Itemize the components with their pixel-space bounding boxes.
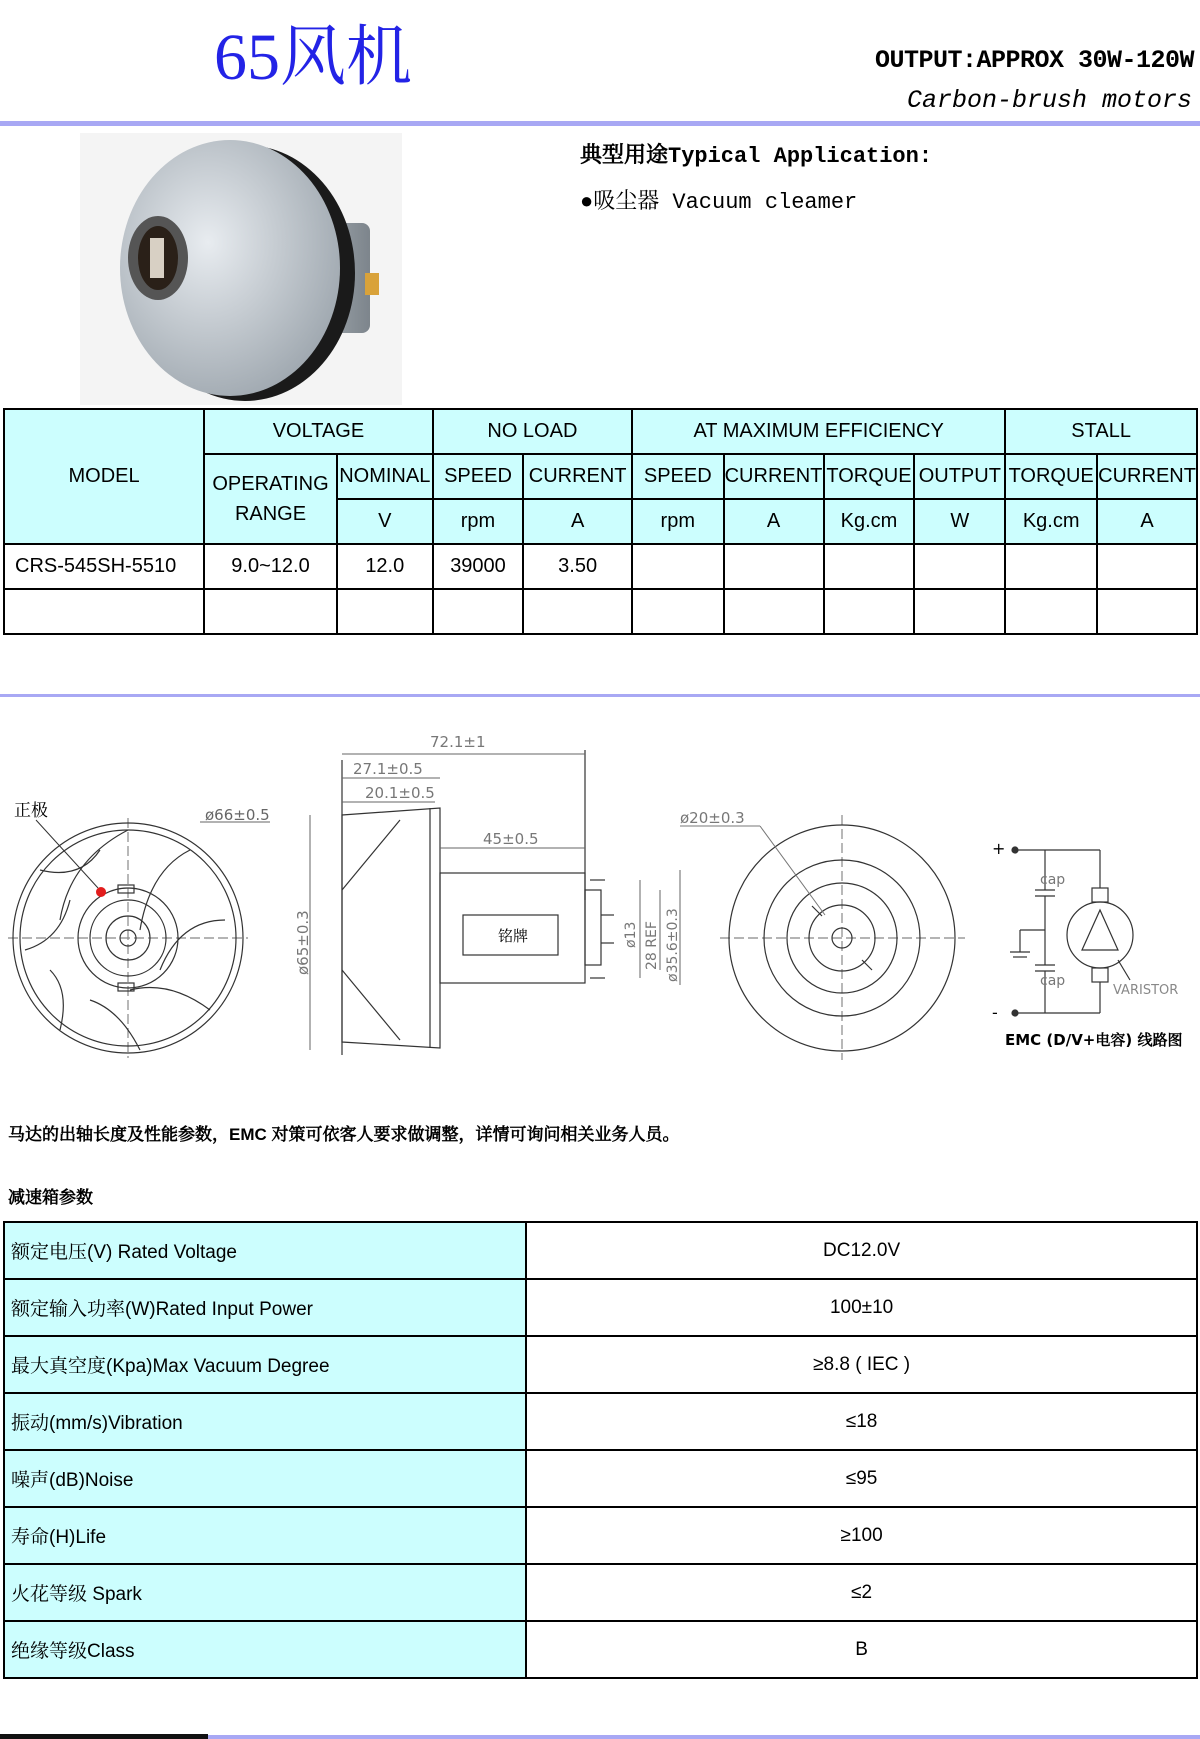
plus-terminal: +	[992, 839, 1006, 858]
nameplate-label: 铭牌	[498, 927, 529, 945]
cell-nl-current: 3.50	[523, 544, 632, 589]
front-view	[8, 818, 248, 1058]
gear-value: ≥100	[526, 1507, 1197, 1564]
table-row	[4, 1336, 1197, 1393]
unit-me-speed: rpm	[632, 499, 723, 544]
cell-st-torque	[1005, 544, 1097, 589]
unit-me-current: A	[724, 499, 824, 544]
page-title: 65风机	[214, 21, 412, 94]
spec-table	[3, 408, 1198, 635]
unit-nl-speed: rpm	[433, 499, 524, 544]
cell-empty	[724, 589, 824, 634]
gearbox-title: 减速箱参数	[8, 1188, 93, 1207]
header-nominal: NOMINAL	[337, 454, 433, 499]
header-me-speed: SPEED	[632, 454, 723, 499]
cap-top: cap	[1040, 872, 1066, 888]
gear-label: 额定输入功率(W)Rated Input Power	[4, 1279, 526, 1336]
gear-label: 火花等级 Spark	[4, 1564, 526, 1621]
footer-rule-blue	[208, 1735, 1200, 1739]
table-row	[4, 589, 1197, 634]
unit-nominal: V	[337, 499, 433, 544]
header-no-load: NO LOAD	[433, 409, 632, 454]
header-me-current: CURRENT	[724, 454, 824, 499]
product-subtitle: Carbon-brush motors	[906, 86, 1192, 115]
cell-empty	[1097, 589, 1197, 634]
header-me-torque: TORQUE	[824, 454, 915, 499]
table-row	[4, 1222, 1197, 1279]
table-row	[4, 1564, 1197, 1621]
table-row	[4, 1507, 1197, 1564]
gear-label: 绝缘等级Class	[4, 1621, 526, 1678]
positive-marker	[96, 887, 106, 897]
adjustment-note: 马达的出轴长度及性能参数，EMC 对策可依客人要求做调整，详情可询问相关业务人员。	[8, 1125, 680, 1144]
gear-value: B	[526, 1621, 1197, 1678]
cell-me-speed	[632, 544, 723, 589]
cell-st-current	[1097, 544, 1197, 589]
header-nl-speed: SPEED	[433, 454, 524, 499]
rear-view	[720, 815, 965, 1060]
cell-nominal: 12.0	[337, 544, 433, 589]
application-title: 典型用途Typical Application:	[580, 144, 933, 169]
gear-label: 额定电压(V) Rated Voltage	[4, 1222, 526, 1279]
header-me-output: OUTPUT	[914, 454, 1005, 499]
gear-value: DC12.0V	[526, 1222, 1197, 1279]
table-row	[4, 1393, 1197, 1450]
gear-label: 噪声(dB)Noise	[4, 1450, 526, 1507]
unit-st-torque: Kg.cm	[1005, 499, 1097, 544]
table-row	[4, 1450, 1197, 1507]
table-row	[4, 544, 1197, 589]
gear-value: ≥8.8 ( IEC )	[526, 1336, 1197, 1393]
dim-13: ø13	[623, 921, 639, 948]
unit-me-output: W	[914, 499, 1005, 544]
table-row	[4, 1621, 1197, 1678]
cell-empty	[914, 589, 1005, 634]
minus-terminal: -	[992, 1003, 998, 1022]
gearbox-table	[3, 1221, 1198, 1679]
cell-me-current	[724, 544, 824, 589]
cell-empty	[433, 589, 524, 634]
output-range: OUTPUT:APPROX 30W-120W	[874, 46, 1194, 75]
cell-model: CRS-545SH-5510	[4, 544, 204, 589]
product-photo	[80, 133, 402, 405]
operating-line-2: RANGE	[234, 503, 307, 525]
header-stall: STALL	[1005, 409, 1197, 454]
header-st-torque: TORQUE	[1005, 454, 1097, 499]
cell-empty	[632, 589, 723, 634]
cell-empty	[204, 589, 337, 634]
cell-empty	[4, 589, 204, 634]
dim-27: 27.1±0.5	[353, 760, 423, 778]
unit-nl-current: A	[523, 499, 632, 544]
gear-label: 振动(mm/s)Vibration	[4, 1393, 526, 1450]
header-st-current: CURRENT	[1097, 454, 1197, 499]
unit-me-torque: Kg.cm	[824, 499, 915, 544]
header-max-efficiency: AT MAXIMUM EFFICIENCY	[632, 409, 1005, 454]
section-divider	[0, 694, 1200, 697]
gear-value: 100±10	[526, 1279, 1197, 1336]
gear-value: ≤2	[526, 1564, 1197, 1621]
table-row	[4, 1279, 1197, 1336]
gear-label: 寿命(H)Life	[4, 1507, 526, 1564]
cell-operating-range: 9.0~12.0	[204, 544, 337, 589]
dim-72: 72.1±1	[430, 733, 486, 751]
gear-label: 最大真空度(Kpa)Max Vacuum Degree	[4, 1336, 526, 1393]
cap-bottom: cap	[1040, 973, 1066, 989]
cell-nl-speed: 39000	[433, 544, 524, 589]
cell-me-output	[914, 544, 1005, 589]
gear-value: ≤95	[526, 1450, 1197, 1507]
dim-65: ø65±0.3	[294, 910, 312, 975]
cell-empty	[523, 589, 632, 634]
varistor-label: VARISTOR	[1113, 983, 1179, 998]
operating-line-1: OPERATING	[212, 473, 329, 495]
header-model: MODEL	[4, 409, 204, 544]
label-positive: 正极	[14, 801, 48, 821]
cell-me-torque	[824, 544, 915, 589]
dim-35: ø35.6±0.3	[665, 908, 681, 982]
dim-28: 28 REF	[644, 921, 660, 970]
cell-empty	[824, 589, 915, 634]
cell-empty	[337, 589, 433, 634]
cell-empty	[1005, 589, 1097, 634]
dim-20: 20.1±0.5	[365, 784, 435, 802]
unit-st-current: A	[1097, 499, 1197, 544]
header-divider	[0, 121, 1200, 126]
header-voltage: VOLTAGE	[204, 409, 433, 454]
emc-caption: EMC (D/V+电容) 线路图	[1005, 1031, 1183, 1049]
footer-rule-dark	[0, 1734, 208, 1739]
gear-value: ≤18	[526, 1393, 1197, 1450]
motor-illustration	[80, 133, 402, 405]
header-nl-current: CURRENT	[523, 454, 632, 499]
dim-20d: ø20±0.3	[680, 809, 745, 827]
dim-45: 45±0.5	[483, 830, 539, 848]
header-operating-range	[204, 454, 337, 544]
application-item: ●吸尘器 Vacuum cleamer	[580, 190, 858, 215]
dim-66: ø66±0.5	[205, 806, 270, 824]
technical-drawing	[0, 720, 1200, 1070]
